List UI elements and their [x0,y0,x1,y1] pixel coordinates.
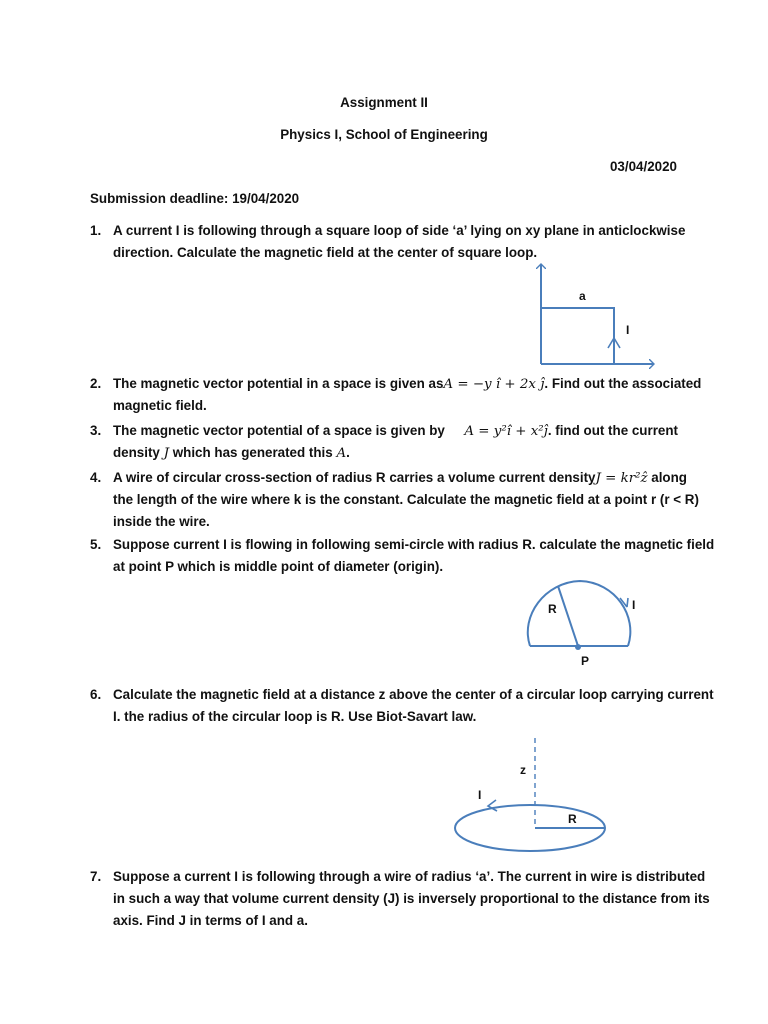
question-3-number: 3. [90,423,102,438]
question-3-text [113,420,678,464]
question-2-text-before: The magnetic vector potential in a space is given as [113,376,444,391]
question-4-text-before: A wire of circular cross-section of radius R carries a volume current density [113,470,596,485]
current-label: I [626,323,630,337]
question-2-number: 2. [90,376,102,391]
vector-potential-symbol: A [336,446,347,461]
question-3-density-word: density [113,445,160,460]
z-axis-label: z [520,763,526,777]
circular-loop-diagram [450,736,620,856]
current-label-3: I [478,788,482,802]
question-6-text [113,684,714,728]
radius-label: R [548,602,557,616]
course-title: Physics I, School of Engineering [280,127,488,142]
question-3-text-before: The magnetic vector potential of a space is given by [113,423,445,438]
question-2-line-2: magnetic field. [113,398,207,413]
question-4-number: 4. [90,470,102,485]
question-3-period: . [346,445,350,460]
radius-line [558,586,578,646]
question-3-text-after: . find out the current [547,423,678,438]
square-loop-diagram [520,258,660,378]
assignment-title: Assignment II [340,95,428,110]
vector-potential-b-expression: A = y²î + x²ĵ [464,424,548,439]
point-p-marker [575,644,581,650]
question-5-line-2: at point P which is middle point of diameter (origin). [113,559,444,574]
point-p-label: P [581,654,590,668]
semicircle-diagram [520,576,650,676]
square-loop [541,308,614,364]
semicircle-arc [528,581,631,646]
question-7-line-1: Suppose a current I is following through a wire of radius ‘a’. The current in wire is distributed [113,869,706,884]
current-density-expression: J = kr²ẑ [595,471,648,486]
question-7-line-2: in such a way that volume current density (J) is inversely proportional to the distance from its [113,891,710,906]
current-label-2: I [632,598,636,612]
question-4-line-2: the length of the wire where k is the constant. Calculate the magnetic field at a point r (r < R) [113,492,699,507]
question-2-text [113,373,702,417]
question-1-line-1: A current I is following through a square loop of side ‘a’ lying on xy plane in anticlockwise [113,223,686,238]
side-label-a: a [579,289,586,303]
submission-deadline: Submission deadline: 19/04/2020 [90,191,300,206]
question-4-text-after: along [651,470,687,485]
question-3-text-middle: which has generated this [172,445,333,460]
question-5-number: 5. [90,537,102,552]
question-7-number: 7. [90,869,102,884]
question-1-number: 1. [90,223,102,238]
question-2-text-after: . Find out the associated [544,376,702,391]
document-date: 03/04/2020 [609,159,677,174]
question-1-line-2: direction. Calculate the magnetic field at the center of square loop. [113,245,538,260]
question-4-text [113,467,699,533]
question-6-number: 6. [90,687,102,702]
question-6-line-2: I. the radius of the circular loop is R. Use Biot-Savart law. [113,709,477,724]
question-7-line-3: axis. Find J in terms of I and a. [113,913,308,928]
question-5-line-1: Suppose current I is flowing in following semi-circle with radius R. calculate the magnetic field [113,537,715,552]
question-5-text [113,534,715,578]
question-4-line-3: inside the wire. [113,514,210,529]
question-7-text [113,866,710,932]
radius-label-2: R [568,812,577,826]
vector-potential-a-expression: A = −y î + 2x ĵ [443,377,545,392]
current-density-symbol: J [163,446,169,461]
question-6-line-1: Calculate the magnetic field at a distance z above the center of a circular loop carrying current [113,687,714,702]
